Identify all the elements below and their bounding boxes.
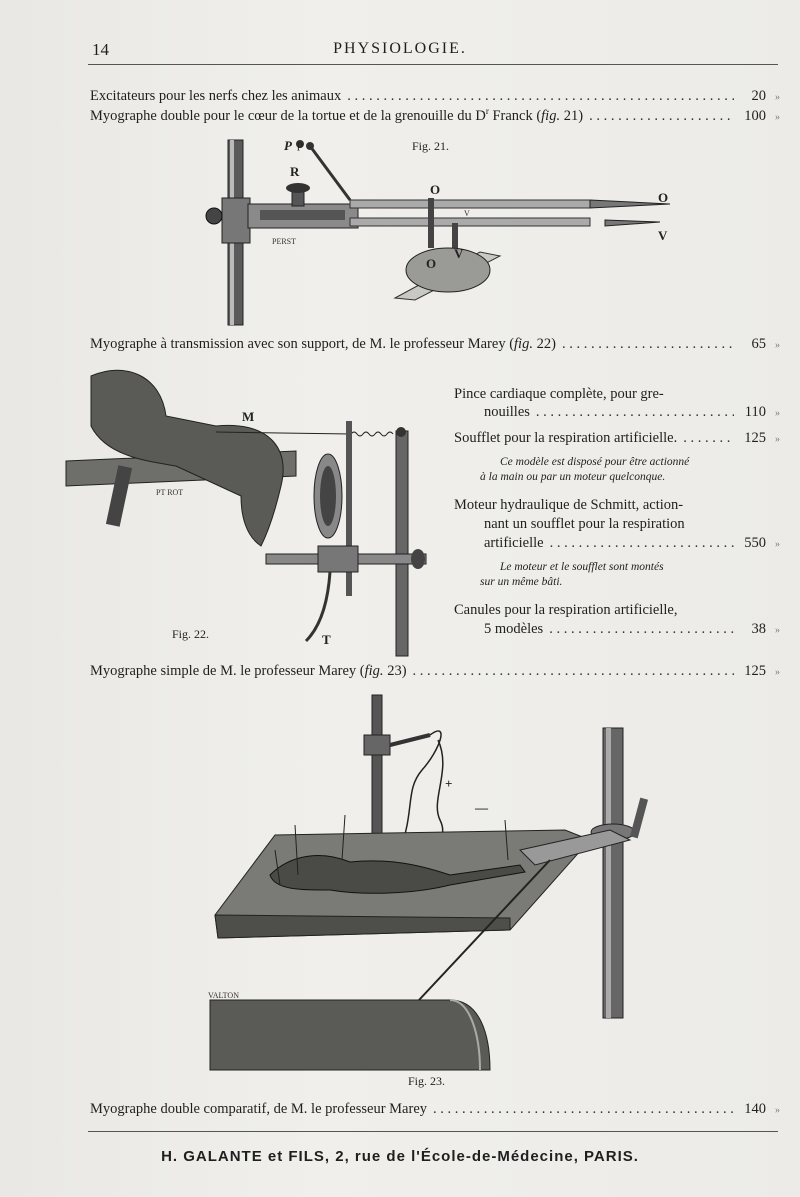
label-o-right: O	[658, 190, 669, 205]
label-v-right: V	[658, 228, 668, 243]
pulley	[396, 427, 406, 437]
entry-text-suffix: Franck (	[488, 107, 542, 124]
leader-dots	[433, 1101, 734, 1118]
moteur-note-1: Le moteur et le soufflet sont montés	[500, 561, 664, 573]
figure-22-illustration	[66, 366, 446, 656]
upright-v	[452, 223, 458, 248]
entry-myographe-comparatif	[90, 1101, 780, 1118]
figure-21-caption: Fig. 21.	[412, 139, 450, 153]
label-r: R	[290, 164, 300, 179]
entry-excitateurs	[90, 88, 780, 105]
entry-canules	[484, 621, 780, 638]
left-stand	[372, 695, 382, 845]
figure-23-illustration	[190, 690, 670, 1090]
price-unit: »	[775, 408, 780, 419]
label-plus: +	[445, 776, 453, 791]
price-unit: »	[775, 434, 780, 445]
price-unit: »	[775, 539, 780, 550]
entry-price: 65	[751, 336, 766, 352]
leader-dots	[589, 108, 734, 125]
entry-text-prefix: Myographe double pour le cœur de la tortue et de la grenouille du D	[90, 107, 486, 124]
lever-head	[306, 142, 314, 150]
frame-upright-right	[396, 431, 408, 656]
wheel-hub	[320, 466, 336, 526]
upright-o	[428, 198, 434, 248]
leader-dots	[683, 430, 734, 447]
entry-price: 110	[744, 404, 766, 420]
entry-moteur-line1: Moteur hydraulique de Schmitt, action-	[454, 497, 684, 513]
entry-text: Myographe double comparatif, de M. le professeur Marey	[90, 1101, 428, 1117]
crank-handle	[630, 798, 648, 839]
entry-myographe-simple	[90, 663, 780, 680]
fig-num: 22)	[532, 336, 556, 352]
price-unit: »	[775, 92, 780, 103]
sleeve	[318, 546, 358, 572]
leader-dots	[347, 88, 734, 105]
label-o-low: O	[426, 256, 437, 271]
entry-myographe-transmission	[90, 336, 780, 353]
label-o-top: O	[430, 182, 441, 197]
entry-text	[90, 106, 583, 125]
entry-moteur-line2: nant un soufflet pour la respiration	[484, 516, 685, 532]
price-unit: »	[775, 667, 780, 678]
entry-text: Soufflet pour la respiration artificielle.	[454, 430, 678, 446]
thumb-knob	[411, 549, 425, 569]
entry-pince-line1: Pince cardiaque complète, pour gre-	[454, 386, 664, 402]
leader-dots	[536, 404, 734, 421]
header-rule	[88, 64, 778, 65]
stand-clamp	[364, 735, 390, 755]
stylus-tip-lower	[605, 220, 660, 226]
clamp-block	[222, 198, 250, 243]
fig-ref: fig.	[514, 336, 533, 352]
entry-text: artificielle	[484, 535, 544, 551]
entry-soufflet	[454, 430, 780, 447]
spring	[351, 432, 393, 436]
thumb-screw	[206, 208, 222, 224]
price-unit: »	[775, 340, 780, 351]
price-unit: »	[775, 111, 780, 123]
price-unit: »	[775, 1105, 780, 1116]
entry-text-main: Myographe simple de M. le professeur Marey (	[90, 663, 365, 679]
entry-myographe-double-tortue	[90, 106, 780, 125]
entry-price: 125	[744, 430, 766, 446]
entry-text-main: Myographe à transmission avec son support, de M. le professeur Marey (	[90, 336, 515, 352]
label-minus: —	[475, 800, 488, 815]
fig-ref: fig.	[364, 663, 384, 679]
stand-highlight	[606, 728, 611, 1018]
entry-price: 140	[744, 1101, 766, 1117]
entry-price: 20	[751, 88, 766, 104]
label-p-small: p	[297, 137, 303, 151]
stylus-lower	[350, 218, 590, 226]
entry-text: Excitateurs pour les nerfs chez les animaux	[90, 88, 342, 104]
entry-text	[90, 336, 556, 353]
leader-dots	[413, 663, 734, 680]
leader-dots	[550, 535, 734, 552]
label-v-mid: V	[454, 246, 464, 261]
stylus-t	[306, 572, 330, 641]
entry-text	[90, 663, 407, 680]
stylus-upper	[350, 200, 590, 208]
entry-text: 5 modèles	[484, 621, 544, 637]
knob-r	[286, 183, 310, 193]
engraver-signature: VALTON	[208, 991, 239, 1000]
fig-num: 21)	[560, 107, 584, 124]
entry-price: 100	[744, 107, 766, 124]
entry-price: 550	[744, 535, 766, 551]
page-number: 14	[92, 40, 109, 59]
entry-text: nouilles	[484, 404, 530, 420]
heart-specimen	[406, 248, 490, 292]
lever-p	[310, 146, 350, 200]
fig-num: 23)	[383, 663, 407, 679]
soufflet-note-2: à la main ou par un moteur quelconque.	[480, 471, 666, 483]
soufflet-note-1: Ce modèle est disposé pour être actionné	[500, 456, 690, 468]
leader-dots	[562, 336, 734, 353]
entry-moteur	[484, 535, 780, 552]
label-m: M	[242, 409, 255, 424]
figure-22-caption: Fig. 22.	[172, 627, 210, 641]
entry-canules-line1: Canules pour la respiration artificielle,	[454, 602, 678, 618]
board-edge	[215, 915, 510, 938]
running-title: PHYSIOLOGIE.	[333, 40, 467, 57]
engraver-signature: PERST	[272, 237, 297, 246]
electrode-arm	[390, 735, 430, 745]
moteur-note-2: sur un même bâti.	[480, 576, 563, 588]
recording-cylinder	[210, 1000, 490, 1070]
figure-21-illustration	[200, 128, 680, 333]
entry-price: 38	[751, 621, 766, 637]
label-v-small: V	[464, 209, 470, 218]
superscript: r	[485, 106, 489, 116]
entry-pince-cardiaque	[484, 404, 780, 421]
label-t: T	[322, 632, 331, 647]
label-p-big: P	[284, 138, 292, 153]
leader-dots	[549, 621, 734, 638]
footer-address: H. GALANTE et FILS, 2, rue de l'École-de-Médecine, PARIS.	[161, 1148, 639, 1165]
carriage-slot	[260, 210, 345, 220]
entry-price: 125	[744, 663, 766, 679]
price-unit: »	[775, 625, 780, 636]
figure-23-caption: Fig. 23.	[408, 1074, 446, 1088]
fig-ref: fig.	[541, 107, 561, 124]
footer-rule	[88, 1131, 778, 1132]
engraver-signature: PT ROT	[156, 488, 184, 497]
